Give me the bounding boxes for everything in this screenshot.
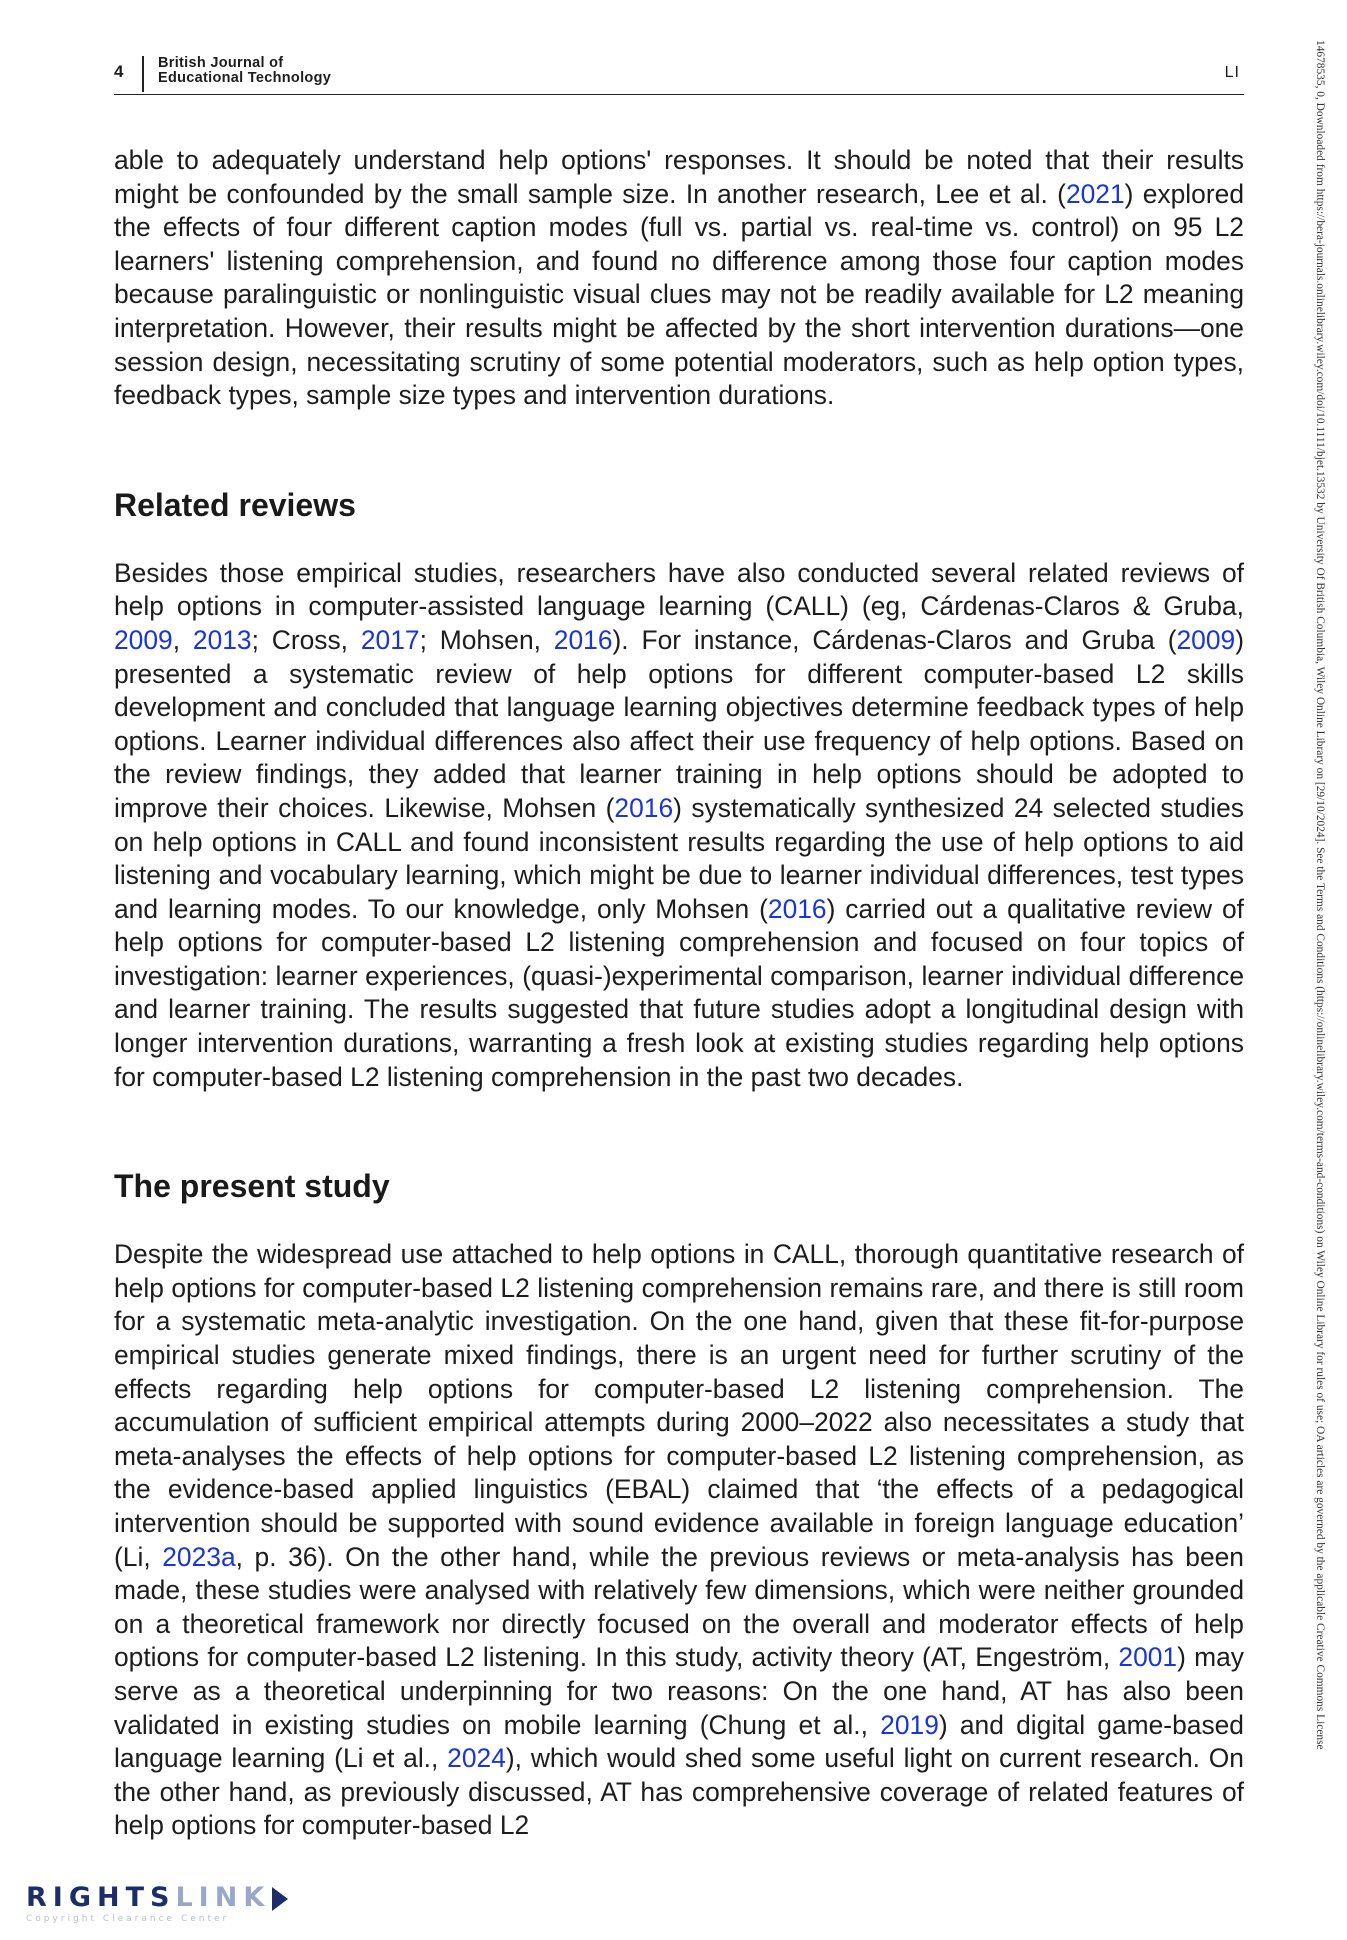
paragraph-text-run: ; Mohsen, [419,624,554,655]
page-number: 4 [114,62,124,81]
paragraph-text-run: able to adequately understand help options' responses. It should be noted that their results might be confounded by the small sample size. In another research, Lee et al. ( [114,145,1244,209]
section-heading-present-study: The present study [114,1168,390,1205]
rightslink-logo-dark: RIGHTS [26,1882,176,1913]
page-header [114,56,1244,95]
citation-link[interactable]: 2016 [614,792,674,823]
citation-link[interactable]: 2009 [1176,624,1236,655]
citation-link[interactable]: 2021 [1065,178,1125,209]
citation-link[interactable]: 2017 [360,624,420,655]
paragraph-text-run: ) may serve as a theoretical underpinning for two reasons: On the one hand, AT has also been validated in existing studies on mobile learning (Chung et al., [114,1642,1244,1740]
citation-link[interactable]: 2013 [192,624,252,655]
paragraph-text-run: ) carried out a qualitative review of help options for computer-based L2 listening comprehension and focused on four topics of investigation: learner experiences, (quasi-)experimental comparison, learner individual difference and learner training. The results suggested that future studies adopt a longitudinal design with longer intervention durations, warranting a fresh look at existing studies regarding help options for computer-based L2 listening comprehension in the past two decades. [114,893,1244,1092]
download-notice-sidebar: 14678535, 0, Downloaded from https://bera-journals.onlinelibrary.wiley.com/doi/10.1111/bjet.13532 by University Of British Columbia, Wiley Online Library on [29/10/2024]. See the Terms and Conditions (https://onlinelibrary.wiley.com/terms-and-conditions) on Wiley Online Library for rules of use; OA articles are governed by the applicable Creative Commons License [1314,40,1326,1750]
paragraph-text-run: ) systematically synthesized 24 selected studies on help options in CALL and found inconsistent results regarding the use of help options to aid listening and vocabulary learning, which might be due to learner individual differences, test types and learning modes. To our knowledge, only Mohsen ( [114,792,1244,924]
running-head: LI [1224,64,1240,81]
paragraph-text-run: Despite the widespread use attached to help options in CALL, thorough quantitative research of help options for computer-based L2 listening comprehension remains rare, and there is still room for a systematic meta-analytic investigation. On the one hand, given that these fit-for-purpose empirical studies generate mixed findings, there is an urgent need for further scrutiny of the effects regarding help options for computer-based L2 listening comprehension. The accumulation of sufficient empirical attempts during 2000–2022 also necessitates a study that meta-analyses the effects of help options for computer-based L2 listening comprehension, as the evidence-based applied linguistics (EBAL) claimed that ‘the effects of a pedagogical intervention should be supported with sound evidence available in foreign language education’ (Li, [114,1239,1244,1572]
paragraph-text-run: , [172,624,193,655]
journal-title-line2: Educational Technology [158,70,332,86]
paragraph-text-run: ) explored the effects of four different caption modes (full vs. partial vs. real-time vs. control) on 95 L2 learners' listening comprehension, and found no difference among those four caption modes because paralinguistic or nonlinguistic visual clues may not be readily available for L2 meaning interpretation. However, their results might be affected by the short intervention durations—one session design, necessitating scrutiny of some potential moderators, such as help option types, feedback types, sample size types and intervention durations. [114,178,1244,411]
citation-link[interactable]: 2001 [1118,1642,1178,1673]
rightslink-subtitle: Copyright Clearance Center [26,1914,230,1924]
rightslink-arrow-icon [272,1887,288,1911]
paragraph-text-run: ), which would shed some useful light on current research. On the other hand, as previously discussed, AT has comprehensive coverage of related features of help options for computer-based L2 [114,1743,1244,1841]
citation-link[interactable]: 2009 [114,624,173,655]
citation-link[interactable]: 2019 [880,1709,939,1740]
paragraph-present-study [114,1238,1244,1843]
citation-link[interactable]: 2016 [553,624,613,655]
article-body [114,144,1244,1843]
paragraph-text-run: ). For instance, Cárdenas-Claros and Gruba ( [612,624,1177,655]
paragraph-text-run: Besides those empirical studies, researchers have also conducted several related reviews of help options in computer-assisted language learning (CALL) (eg, Cárdenas-Claros & Gruba, [114,557,1244,622]
paragraph-text-run: ) and digital game-based language learning (Li et al., [114,1709,1244,1774]
paragraph-intro [114,144,1244,413]
citation-link[interactable]: 2023a [162,1541,236,1572]
paragraph-related-reviews [114,557,1244,1095]
rightslink-logo [26,1884,288,1924]
header-divider [142,56,144,92]
paragraph-text-run: , p. 36). On the other hand, while the previous reviews or meta-analysis has been made, these studies were analysed with relatively few dimensions, which were neither grounded on a theoretical framework nor directly focused on the overall and moderator effects of help options for computer-based L2 listening. In this study, activity theory (AT, Engeström, [114,1541,1244,1673]
rightslink-logo-light: LINK [175,1882,271,1913]
journal-title [158,56,331,86]
paragraph-text-run: ; Cross, [251,624,361,655]
section-heading-related-reviews: Related reviews [114,486,356,523]
citation-link[interactable]: 2016 [767,893,827,924]
journal-title-line1: British Journal of [158,55,284,71]
paragraph-text-run: ) presented a systematic review of help options for different computer-based L2 skills development and concluded that language learning objectives determine feedback types of help options. Learner individual differences also affect their use frequency of help options. Based on the review findings, they added that learner training in help options should be adopted to improve their choices. Likewise, Mohsen ( [114,624,1244,823]
citation-link[interactable]: 2024 [447,1743,506,1774]
